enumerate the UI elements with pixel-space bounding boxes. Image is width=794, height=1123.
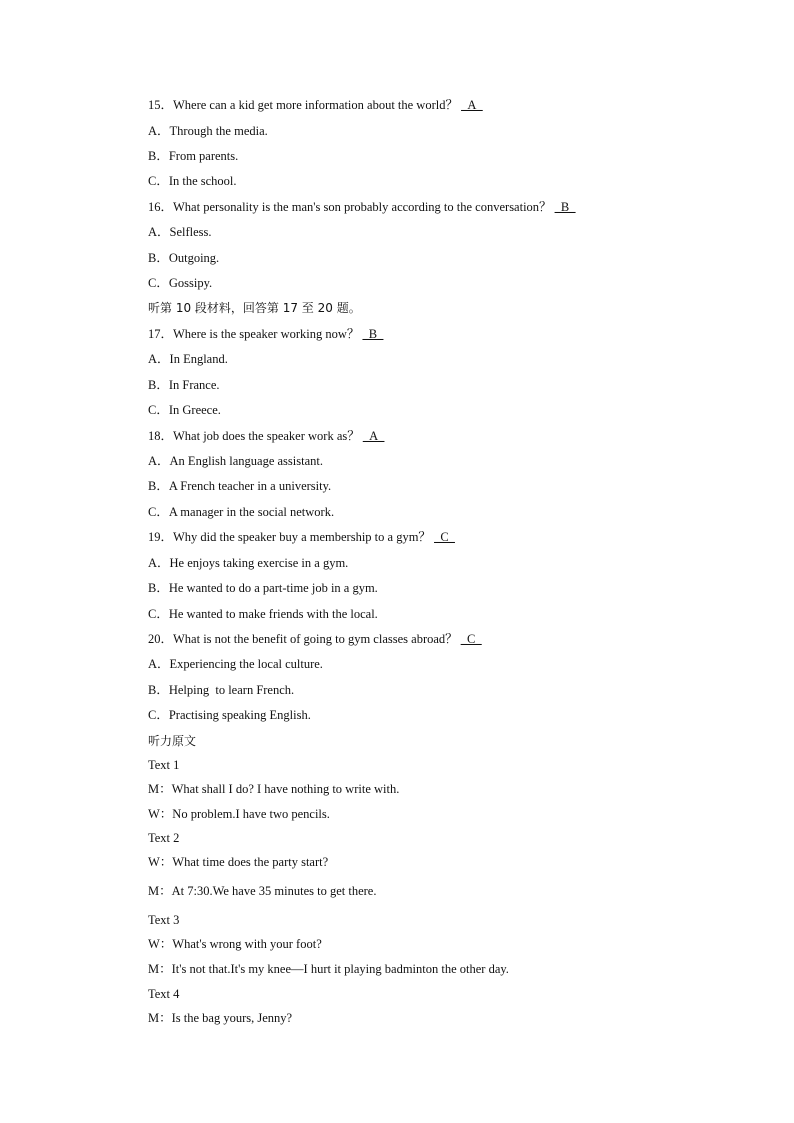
answer-key: _B_ bbox=[362, 327, 384, 341]
option-a: A．An English language assistant. bbox=[148, 454, 323, 468]
option-b: B．Helping to learn French. bbox=[148, 683, 295, 697]
option-b: B．He wanted to do a part-time job in a gym. bbox=[148, 581, 378, 595]
question-17 bbox=[148, 326, 383, 342]
dialogue-line: M：At 7:30.We have 35 minutes to get there. bbox=[148, 884, 377, 898]
text-label: Text 2 bbox=[148, 831, 180, 845]
dialogue-line: M：It's not that.It's my knee—I hurt it playing badminton the other day. bbox=[148, 962, 509, 976]
dialogue-line: W：What's wrong with your foot? bbox=[148, 937, 322, 951]
question-18 bbox=[148, 428, 384, 444]
text-label: Text 4 bbox=[148, 987, 180, 1001]
section-heading: 听第 10 段材料，回答第 17 至 20 题。 bbox=[148, 301, 361, 315]
answer-key: _A_ bbox=[362, 429, 385, 443]
answer-key: _C_ bbox=[460, 632, 482, 646]
question-text: 17．Where is the speaker working now？ bbox=[148, 327, 360, 341]
option-a: A．He enjoys taking exercise in a gym. bbox=[148, 556, 349, 570]
transcript-heading: 听力原文 bbox=[148, 734, 197, 748]
option-a: A．Experiencing the local culture. bbox=[148, 657, 323, 671]
dialogue-line: W：No problem.I have two pencils. bbox=[148, 807, 330, 821]
question-text: 15．Where can a kid get more information about the world？ bbox=[148, 98, 458, 112]
question-text: 16．What personality is the man's son probably according to the conversation？ bbox=[148, 200, 552, 214]
answer-key: _A_ bbox=[461, 98, 483, 112]
option-a: A．In England. bbox=[148, 352, 228, 366]
text-label: Text 3 bbox=[148, 913, 180, 927]
dialogue-line: M：What shall I do? I have nothing to write with. bbox=[148, 782, 400, 796]
question-15 bbox=[148, 97, 483, 113]
option-b: B．Outgoing. bbox=[148, 251, 220, 265]
question-text: 19．Why did the speaker buy a membership to a gym？ bbox=[148, 530, 431, 544]
option-c: C．In Greece. bbox=[148, 403, 221, 417]
option-c: C．A manager in the social network. bbox=[148, 505, 335, 519]
dialogue-line: W：What time does the party start? bbox=[148, 855, 329, 869]
option-c: C．Practising speaking English. bbox=[148, 708, 311, 722]
option-c: C．In the school. bbox=[148, 174, 237, 188]
option-a: A．Selfless. bbox=[148, 225, 212, 239]
question-text: 18．What job does the speaker work as？ bbox=[148, 429, 360, 443]
question-20 bbox=[148, 631, 482, 647]
option-c: C．He wanted to make friends with the local. bbox=[148, 607, 378, 621]
option-b: B．A French teacher in a university. bbox=[148, 479, 332, 493]
question-text: 20．What is not the benefit of going to gym classes abroad？ bbox=[148, 632, 458, 646]
option-b: B．From parents. bbox=[148, 149, 239, 163]
answer-key: _C_ bbox=[434, 530, 455, 544]
answer-key: _B_ bbox=[554, 200, 576, 214]
option-c: C．Gossipy. bbox=[148, 276, 213, 290]
dialogue-line: M：Is the bag yours, Jenny? bbox=[148, 1011, 293, 1025]
text-label: Text 1 bbox=[148, 758, 180, 772]
question-16 bbox=[148, 199, 576, 215]
option-b: B．In France. bbox=[148, 378, 220, 392]
option-a: A．Through the media. bbox=[148, 124, 268, 138]
question-19 bbox=[148, 529, 455, 545]
